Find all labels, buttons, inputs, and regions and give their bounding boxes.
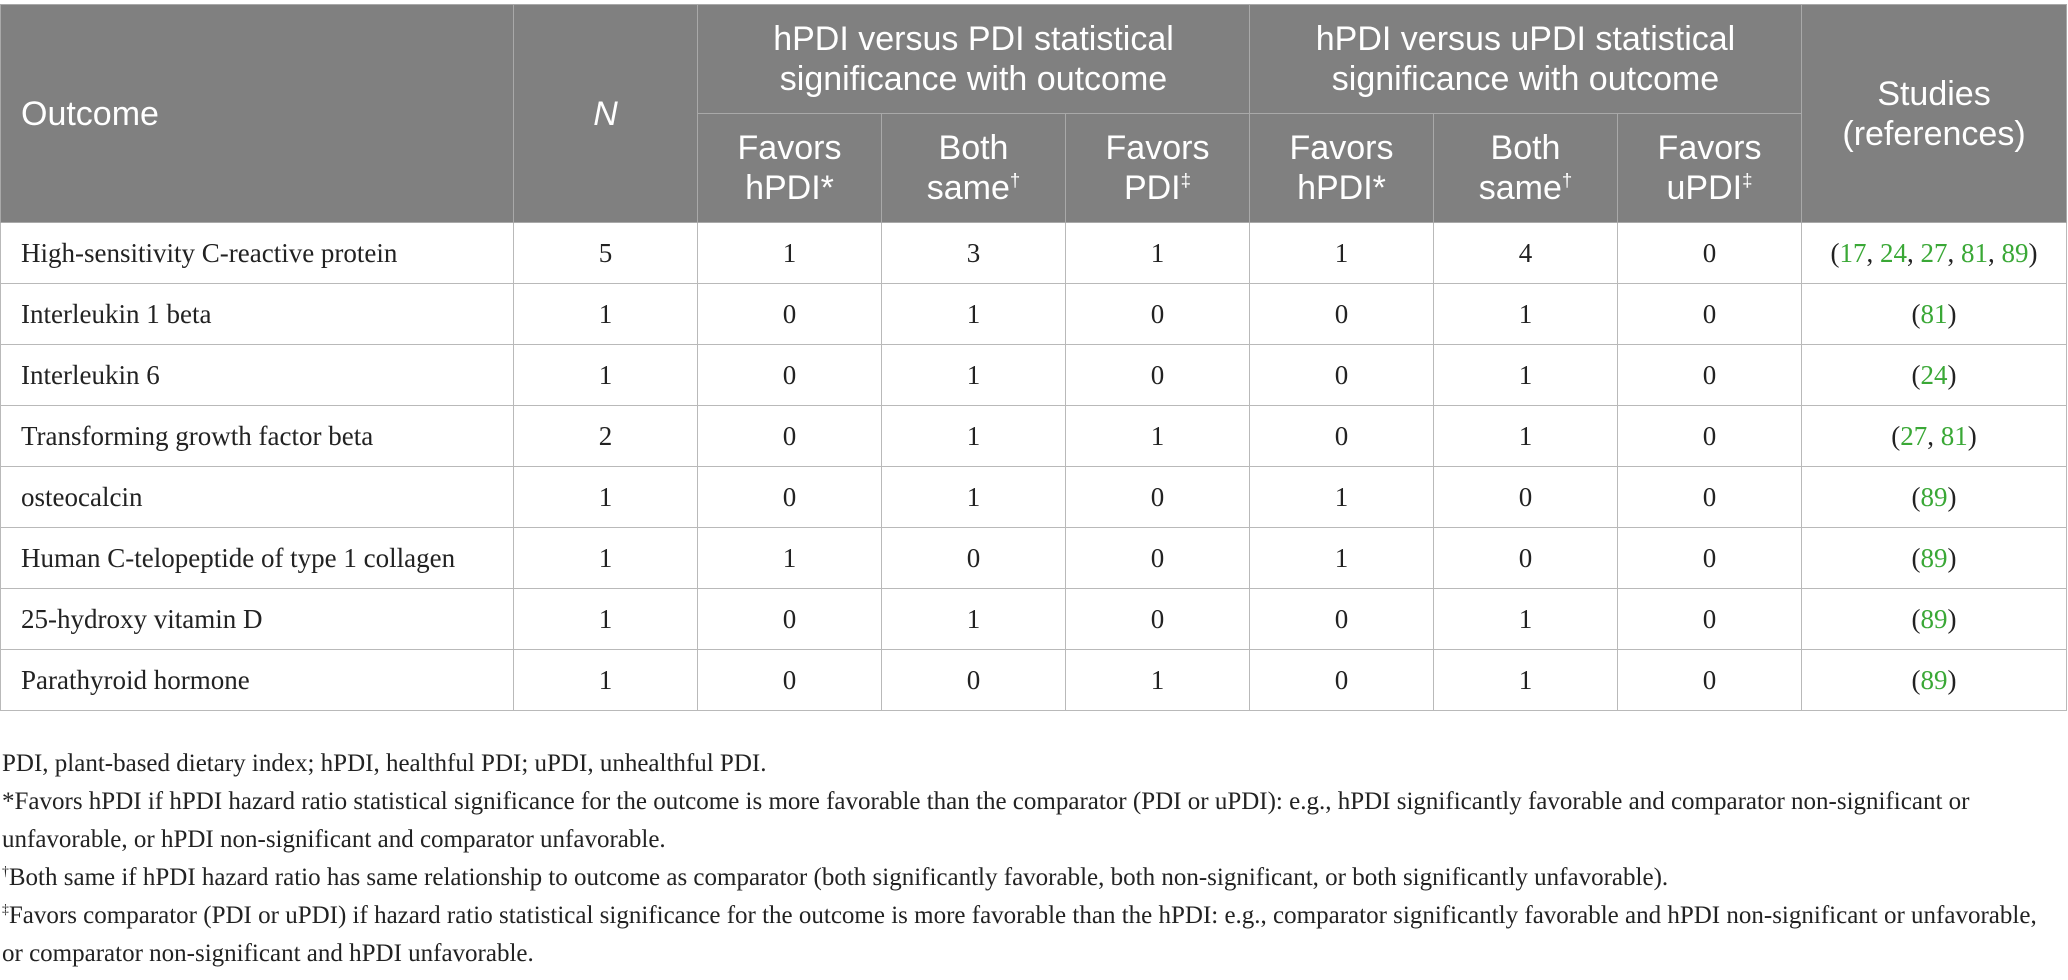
header-favors-pdi: Favors PDI‡ — [1066, 114, 1250, 223]
header-group-hpdi-vs-pdi: hPDI versus PDI statistical significance with outcome — [698, 5, 1250, 114]
header-row-groups — [1, 5, 2067, 114]
cell-pdi-both-same: 1 — [882, 345, 1066, 406]
cell-pdi-favors-hpdi: 0 — [698, 345, 882, 406]
cell-pdi-favors-pdi: 0 — [1066, 589, 1250, 650]
cell-updi-favors-hpdi: 0 — [1250, 589, 1434, 650]
cell-updi-both-same: 0 — [1434, 467, 1618, 528]
cell-pdi-favors-pdi: 0 — [1066, 467, 1250, 528]
cell-updi-both-same: 1 — [1434, 406, 1618, 467]
cell-updi-both-same: 1 — [1434, 345, 1618, 406]
header-favors-updi: Favors uPDI‡ — [1618, 114, 1802, 223]
cell-pdi-favors-pdi: 0 — [1066, 528, 1250, 589]
cell-pdi-favors-pdi: 0 — [1066, 345, 1250, 406]
cell-updi-favors-updi: 0 — [1618, 345, 1802, 406]
cell-pdi-favors-hpdi: 0 — [698, 284, 882, 345]
cell-pdi-both-same: 0 — [882, 528, 1066, 589]
cell-updi-favors-updi: 0 — [1618, 528, 1802, 589]
reference-link[interactable]: 27 — [1920, 237, 1948, 268]
cell-pdi-favors-pdi: 1 — [1066, 650, 1250, 711]
cell-pdi-favors-pdi: 0 — [1066, 284, 1250, 345]
footnote-abbreviations: PDI, plant-based dietary index; hPDI, healthful PDI; uPDI, unhealthful PDI. — [2, 750, 767, 777]
cell-updi-favors-hpdi: 1 — [1250, 223, 1434, 284]
cell-references: (89) — [1802, 528, 2067, 589]
cell-updi-favors-updi: 0 — [1618, 406, 1802, 467]
table-row — [1, 223, 2067, 284]
cell-updi-both-same: 0 — [1434, 528, 1618, 589]
cell-updi-both-same: 1 — [1434, 589, 1618, 650]
cell-outcome: Interleukin 1 beta — [1, 284, 514, 345]
table-row — [1, 589, 2067, 650]
table-body — [1, 223, 2067, 711]
header-both-same-2: Both same† — [1434, 114, 1618, 223]
cell-n: 1 — [514, 650, 698, 711]
table-figure — [0, 4, 2068, 973]
reference-link[interactable]: 89 — [1920, 664, 1948, 695]
cell-updi-favors-hpdi: 0 — [1250, 284, 1434, 345]
cell-pdi-both-same: 1 — [882, 589, 1066, 650]
header-both-same-1: Both same† — [882, 114, 1066, 223]
cell-updi-favors-hpdi: 0 — [1250, 345, 1434, 406]
cell-outcome: Human C-telopeptide of type 1 collagen — [1, 528, 514, 589]
cell-n: 5 — [514, 223, 698, 284]
cell-n: 1 — [514, 345, 698, 406]
cell-updi-favors-updi: 0 — [1618, 589, 1802, 650]
header-outcome: Outcome — [1, 5, 514, 223]
footnote-favors-comparator: ‡Favors comparator (PDI or uPDI) if hazard ratio statistical significance for the outcome is more favorable than the hPDI: e.g., comparator significantly favorable and hPDI non-significant or unfavorable, or comparator non-significant and hPDI unfavorable. — [2, 901, 2037, 967]
table-footnotes — [0, 745, 2042, 973]
reference-link[interactable]: 89 — [1920, 542, 1948, 573]
reference-link[interactable]: 17 — [1839, 237, 1867, 268]
reference-link[interactable]: 24 — [1920, 359, 1948, 390]
header-favors-hpdi-2: Favors hPDI* — [1250, 114, 1434, 223]
results-table — [0, 4, 2067, 711]
cell-updi-favors-updi: 0 — [1618, 650, 1802, 711]
cell-pdi-favors-hpdi: 0 — [698, 467, 882, 528]
cell-pdi-favors-pdi: 1 — [1066, 406, 1250, 467]
table-row — [1, 650, 2067, 711]
cell-updi-favors-hpdi: 1 — [1250, 467, 1434, 528]
reference-link[interactable]: 81 — [1961, 237, 1989, 268]
table-row — [1, 406, 2067, 467]
cell-pdi-both-same: 1 — [882, 284, 1066, 345]
cell-pdi-favors-hpdi: 0 — [698, 650, 882, 711]
reference-link[interactable]: 89 — [1920, 481, 1948, 512]
cell-outcome: 25-hydroxy vitamin D — [1, 589, 514, 650]
cell-pdi-favors-hpdi: 0 — [698, 589, 882, 650]
cell-outcome: Interleukin 6 — [1, 345, 514, 406]
cell-pdi-favors-pdi: 1 — [1066, 223, 1250, 284]
footnote-favors-hpdi: *Favors hPDI if hPDI hazard ratio statistical significance for the outcome is more favorable than the comparator (PDI or uPDI): e.g., hPDI significantly favorable and comparator non-significant or unfavorable, or hPDI non-significant and comparator unfavorable. — [2, 788, 1970, 853]
reference-link[interactable]: 27 — [1900, 420, 1928, 451]
cell-outcome: Transforming growth factor beta — [1, 406, 514, 467]
cell-pdi-both-same: 0 — [882, 650, 1066, 711]
cell-n: 1 — [514, 589, 698, 650]
cell-pdi-both-same: 1 — [882, 406, 1066, 467]
cell-updi-both-same: 1 — [1434, 650, 1618, 711]
cell-n: 2 — [514, 406, 698, 467]
cell-pdi-favors-hpdi: 0 — [698, 406, 882, 467]
cell-updi-favors-updi: 0 — [1618, 467, 1802, 528]
header-favors-hpdi-1: Favors hPDI* — [698, 114, 882, 223]
table-row — [1, 345, 2067, 406]
cell-pdi-favors-hpdi: 1 — [698, 528, 882, 589]
cell-outcome: Parathyroid hormone — [1, 650, 514, 711]
reference-link[interactable]: 89 — [2001, 237, 2029, 268]
cell-outcome: osteocalcin — [1, 467, 514, 528]
header-n: N — [514, 5, 698, 223]
cell-pdi-both-same: 3 — [882, 223, 1066, 284]
cell-updi-favors-updi: 0 — [1618, 223, 1802, 284]
cell-n: 1 — [514, 467, 698, 528]
cell-references: (81) — [1802, 284, 2067, 345]
footnote-both-same: †Both same if hPDI hazard ratio has same relationship to outcome as comparator (both significantly favorable, both non-significant, or both significantly unfavorable). — [2, 863, 1669, 891]
reference-link[interactable]: 24 — [1880, 237, 1908, 268]
reference-link[interactable]: 81 — [1940, 420, 1968, 451]
cell-pdi-both-same: 1 — [882, 467, 1066, 528]
cell-updi-favors-hpdi: 1 — [1250, 528, 1434, 589]
table-row — [1, 284, 2067, 345]
cell-references: (89) — [1802, 467, 2067, 528]
cell-updi-both-same: 1 — [1434, 284, 1618, 345]
reference-link[interactable]: 89 — [1920, 603, 1948, 634]
cell-n: 1 — [514, 528, 698, 589]
cell-pdi-favors-hpdi: 1 — [698, 223, 882, 284]
cell-references: (89) — [1802, 589, 2067, 650]
cell-outcome: High-sensitivity C-reactive protein — [1, 223, 514, 284]
table-row — [1, 467, 2067, 528]
reference-link[interactable]: 81 — [1920, 298, 1948, 329]
cell-references: (24) — [1802, 345, 2067, 406]
header-group-hpdi-vs-updi: hPDI versus uPDI statistical significance with outcome — [1250, 5, 1802, 114]
cell-references: (89) — [1802, 650, 2067, 711]
table-row — [1, 528, 2067, 589]
cell-updi-favors-hpdi: 0 — [1250, 406, 1434, 467]
cell-updi-favors-updi: 0 — [1618, 284, 1802, 345]
header-studies: Studies (references) — [1802, 5, 2067, 223]
cell-references: (27, 81) — [1802, 406, 2067, 467]
cell-updi-both-same: 4 — [1434, 223, 1618, 284]
cell-n: 1 — [514, 284, 698, 345]
cell-references: (17, 24, 27, 81, 89) — [1802, 223, 2067, 284]
cell-updi-favors-hpdi: 0 — [1250, 650, 1434, 711]
